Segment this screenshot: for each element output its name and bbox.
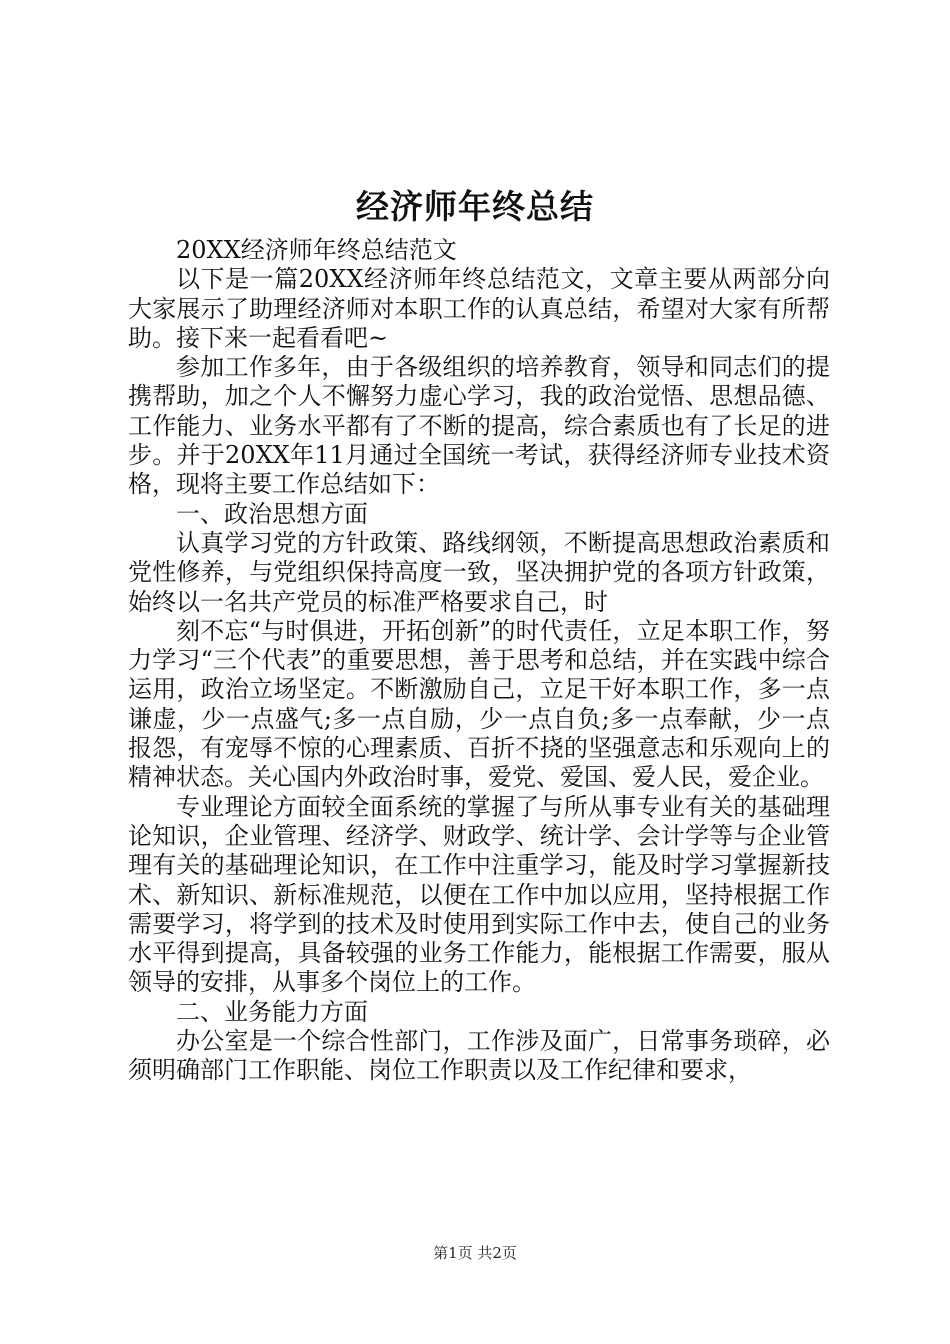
body-paragraph: 刻不忘“与时俱进，开拓创新”的时代责任，立足本职工作，努力学习“三个代表”的重要思想，善于思考和总结，并在实践中综合运用，政治立场坚定。不断激励自己，立足干好本职工作，多一点谦虚，少一点盛气;多一点自励，少一点自负;多一点奉献，少一点报怨，有宠辱不惊的心理素质、百折不挠的坚强意志和乐观向上的精神状态。关心国内外政治时事，爱党、爱国、爱人民，爱企业。 (128, 616, 830, 792)
body-paragraph: 参加工作多年，由于各级组织的培养教育，领导和同志们的提携帮助，加之个人不懈努力虚心学习，我的政治觉悟、思想品德、工作能力、业务水平都有了不断的提高，综合素质也有了长足的进步。并于20XX年11月通过全国统一考试，获得经济师专业技术资格，现将主要工作总结如下： (128, 353, 830, 499)
document-body (128, 236, 830, 1086)
body-paragraph: 专业理论方面较全面系统的掌握了与所从事专业有关的基础理论知识，企业管理、经济学、财政学、统计学、会计学等与企业管理有关的基础理论知识，在工作中注重学习，能及时学习掌握新技术、新知识、新标准规范，以便在工作中加以应用，坚持根据工作需要学习，将学到的技术及时使用到实际工作中去，使自己的业务水平得到提高，具备较强的业务工作能力，能根据工作需要，服从领导的安排，从事多个岗位上的工作。 (128, 792, 830, 997)
document-title: 经济师年终总结 (356, 187, 594, 226)
intro-paragraph: 以下是一篇20XX经济师年终总结范文，文章主要从两部分向大家展示了助理经济师对本职工作的认真总结，希望对大家有所帮助。接下来一起看看吧~ (128, 265, 830, 352)
body-paragraph: 办公室是一个综合性部门，工作涉及面广，日常事务琐碎，必须明确部门工作职能、岗位工作职责以及工作纪律和要求， (128, 1027, 830, 1085)
body-paragraph: 认真学习党的方针政策、路线纲领，不断提高思想政治素质和党性修养，与党组织保持高度一致，坚决拥护党的各项方针政策，始终以一名共产党员的标准严格要求自己，时 (128, 528, 830, 616)
section-heading: 二、业务能力方面 (176, 997, 368, 1026)
section-heading: 一、政治思想方面 (176, 499, 368, 528)
page-number-footer: 第1页 共2页 (433, 1244, 517, 1262)
subtitle-paragraph: 20XX经济师年终总结范文 (176, 236, 457, 264)
